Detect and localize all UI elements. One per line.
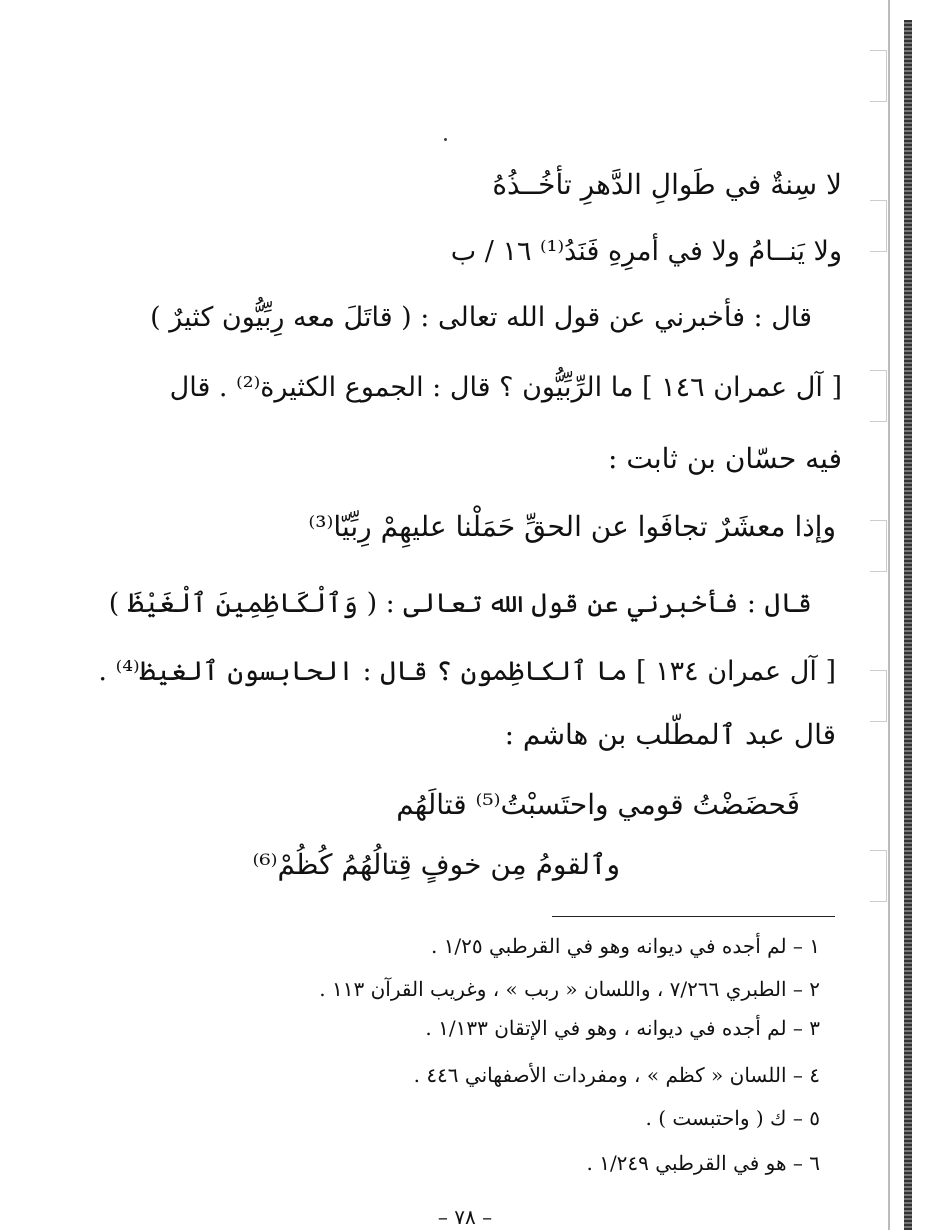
verse-line-1: لا سِنةٌ في طَوالِ الدَّهرِ تأخُــذُهُ — [492, 168, 842, 201]
text-line-7: قال : فأخبرني عن قول الله تعالى : ( وَٱلْكَاظِمِينَ ٱلْغَيْظَ ) — [108, 588, 812, 619]
binding-mark — [870, 670, 887, 722]
footnote-6: ٦ – هو في القرطبي ١/٢٤٩ . — [586, 1151, 820, 1175]
text-line-9: قال عبد ٱلمطّلب بن هاشم : — [504, 718, 836, 751]
verse-line-6: وإذا معشَرٌ تجافَوا عن الحقِّ حَمَلْنا عليهِمْ رِبِّيّا⁽³⁾ — [308, 510, 836, 543]
footnote-2: ٢ – الطبري ٧/٢٦٦ ، واللسان « ربب » ، وغريب القرآن ١١٣ . — [319, 977, 820, 1001]
footnote-4: ٤ – اللسان « كظم » ، ومفردات الأصفهاني ٤٤٦ . — [413, 1063, 820, 1087]
binding-edge-line — [888, 0, 890, 1230]
footnote-divider — [552, 916, 835, 917]
footnote-5: ٥ – ك ( واحتبست ) . — [645, 1106, 820, 1130]
page-number: – ٧٨ – — [437, 1205, 493, 1229]
verse-line-11: وٱلقومُ مِن خوفٍ قِتالُهُمُ كُظُمْ⁽⁶⁾ — [252, 848, 620, 881]
text-line-4: [ آل عمران ١٤٦ ] ما الرِّبِّيُّون ؟ قال : الجموع الكثيرة⁽²⁾ . قال — [169, 372, 842, 403]
scan-speck — [444, 138, 447, 141]
binding-mark — [870, 50, 887, 102]
binding-edge — [904, 20, 912, 1230]
text-line-8: [ آل عمران ١٣٤ ] ما ٱلكاظِمون ؟ قال : الحابسون ٱلغيظ⁽⁴⁾ . — [98, 656, 836, 687]
text-line-3: قال : فأخبرني عن قول الله تعالى : ( قاتَلَ معه رِبِّيُّون كثيرٌ ) — [150, 302, 812, 333]
binding-mark — [870, 370, 887, 422]
footnote-1: ١ – لم أجده في ديوانه وهو في القرطبي ١/٢٥ . — [430, 934, 820, 958]
binding-mark — [870, 850, 887, 902]
binding-marks — [870, 50, 886, 1210]
binding-mark — [870, 200, 887, 252]
text-line-5: فيه حسّان بن ثابت : — [608, 442, 842, 475]
footnote-3: ٣ – لم أجده في ديوانه ، وهو في الإتقان ١/١٣٣ . — [425, 1016, 820, 1040]
verse-line-2: ولا يَنــامُ ولا في أمرِهِ فَنَدُ⁽¹⁾ ١٦ / ب — [450, 236, 842, 267]
binding-mark — [870, 520, 887, 572]
verse-line-10: فَحضَضْتُ قومي واحتَسبْتُ⁽⁵⁾ قتالَهُم — [396, 788, 800, 821]
